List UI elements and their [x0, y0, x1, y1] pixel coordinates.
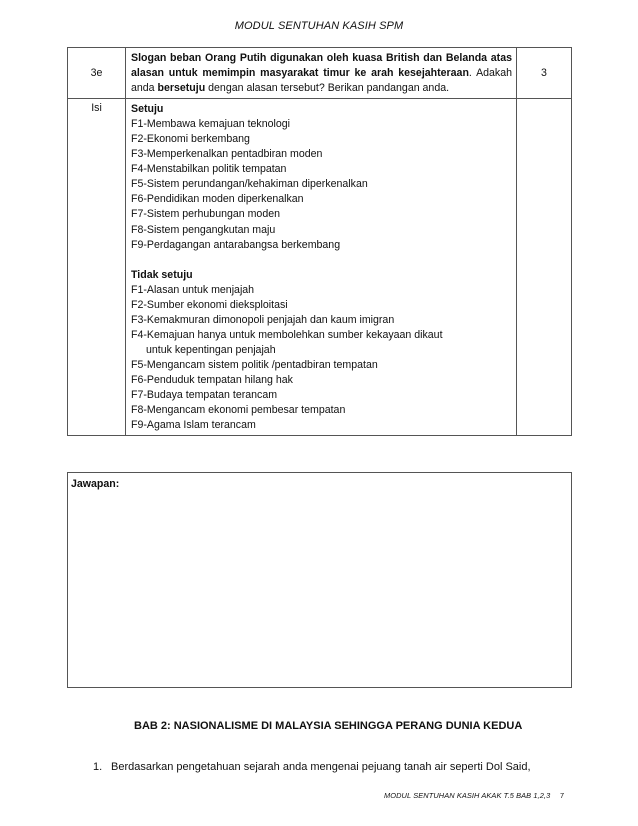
tidak-setuju-heading: Tidak setuju — [131, 268, 193, 281]
tidak-setuju-item: F8-Mengancam ekonomi pembesar tempatan — [131, 404, 346, 417]
setuju-item: F8-Sistem pengangkutan maju — [131, 223, 276, 236]
tidak-setuju-item: F1-Alasan untuk menjajah — [131, 283, 255, 296]
isi-content — [126, 99, 517, 436]
question-marks: 3 — [517, 48, 572, 99]
tidak-setuju-item: F9-Agama Islam terancam — [131, 419, 256, 432]
setuju-item: F7-Sistem perhubungan moden — [131, 208, 280, 221]
page-footer — [384, 791, 565, 800]
answer-box[interactable] — [67, 472, 572, 688]
setuju-item: F9-Perdagangan antarabangsa berkembang — [131, 238, 341, 251]
question-1-text: Berdasarkan pengetahuan sejarah anda mengenai pejuang tanah air seperti Dol Said, — [111, 761, 531, 773]
question-1 — [93, 761, 531, 773]
setuju-item: F4-Menstabilkan politik tempatan — [131, 163, 287, 176]
tidak-setuju-item: F2-Sumber ekonomi dieksploitasi — [131, 298, 288, 311]
question-text-mid: . Adakah anda — [131, 67, 512, 95]
tidak-setuju-item: F7-Budaya tempatan terancam — [131, 388, 278, 401]
footer-text: MODUL SENTUHAN KASIH AKAK T.5 BAB 1,2,3 — [384, 791, 551, 800]
answer-label: Jawapan: — [71, 478, 120, 490]
isi-label: Isi — [68, 99, 126, 436]
question-table — [67, 47, 572, 436]
tidak-setuju-item: F6-Penduduk tempatan hilang hak — [131, 373, 293, 386]
setuju-item: F2-Ekonomi berkembang — [131, 133, 250, 146]
chapter-title: BAB 2: NASIONALISME DI MALAYSIA SEHINGGA PERANG DUNIA KEDUA — [134, 720, 523, 732]
setuju-item: F6-Pendidikan moden diperkenalkan — [131, 193, 304, 206]
question-text-bold: Slogan beban Orang Putih digunakan oleh kuasa British dan Belanda atas alasan untuk memimpin masyarakat timur ke arah kesejahteraan — [131, 52, 512, 80]
tidak-setuju-item: F5-Mengancam sistem politik /pentadbiran tempatan — [131, 358, 378, 371]
question-text — [126, 48, 517, 99]
setuju-heading: Setuju — [131, 103, 164, 116]
question-text-bold2: bersetuju — [157, 82, 206, 95]
isi-row — [68, 99, 572, 436]
page-header: MODUL SENTUHAN KASIH SPM — [234, 20, 404, 32]
tidak-setuju-item-continued: untuk kepentingan penjajah — [146, 343, 276, 356]
question-number: 3e — [68, 48, 126, 99]
setuju-item: F5-Sistem perundangan/kehakiman diperkenalkan — [131, 178, 368, 191]
question-row — [68, 48, 572, 99]
tidak-setuju-item: F3-Kemakmuran dimonopoli penjajah dan kaum imigran — [131, 313, 395, 326]
isi-marks-cell — [517, 99, 572, 436]
tidak-setuju-item: F4-Kemajuan hanya untuk membolehkan sumber kekayaan dikaut — [131, 328, 443, 341]
question-1-number: 1. — [93, 761, 103, 773]
question-text-end: dengan alasan tersebut? Berikan pandangan anda. — [205, 82, 450, 95]
spacer — [131, 253, 512, 268]
setuju-item: F1-Membawa kemajuan teknologi — [131, 118, 290, 131]
page-number: 7 — [560, 791, 565, 800]
setuju-item: F3-Memperkenalkan pentadbiran moden — [131, 148, 323, 161]
